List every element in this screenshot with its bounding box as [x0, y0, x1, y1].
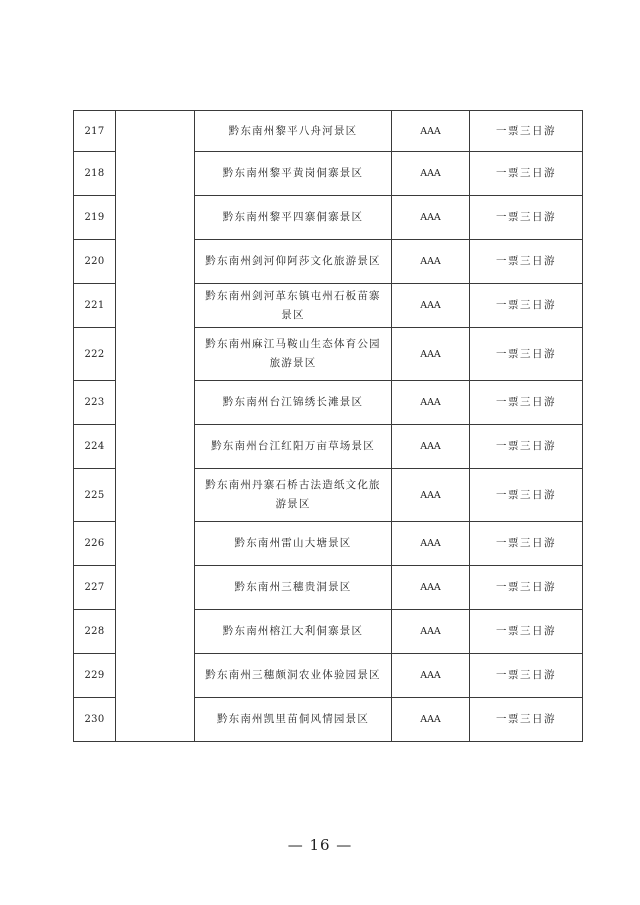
row-number: 223: [74, 381, 116, 425]
rating-level: AAA: [392, 522, 470, 566]
scenic-area-name: 黔东南州丹寨石桥古法造纸文化旅游景区: [195, 469, 392, 522]
ticket-policy: 一票三日游: [470, 698, 583, 742]
rating-level: AAA: [392, 284, 470, 328]
ticket-policy: 一票三日游: [470, 152, 583, 196]
row-number: 222: [74, 328, 116, 381]
rating-level: AAA: [392, 381, 470, 425]
scenic-area-table: [73, 110, 583, 742]
rating-level: AAA: [392, 698, 470, 742]
rating-level: AAA: [392, 111, 470, 152]
scenic-area-name: 黔东南州台江锦绣长滩景区: [195, 381, 392, 425]
ticket-policy: 一票三日游: [470, 610, 583, 654]
ticket-policy: 一票三日游: [470, 566, 583, 610]
row-number: 218: [74, 152, 116, 196]
row-number: 224: [74, 425, 116, 469]
scenic-area-name: 黔东南州黎平八舟河景区: [195, 111, 392, 152]
scenic-area-name: 黔东南州剑河革东镇屯州石板苗寨景区: [195, 284, 392, 328]
merged-region-cell: [116, 111, 195, 742]
ticket-policy: 一票三日游: [470, 328, 583, 381]
row-number: 229: [74, 654, 116, 698]
row-number: 226: [74, 522, 116, 566]
rating-level: AAA: [392, 566, 470, 610]
table-row: [74, 111, 583, 152]
row-number: 225: [74, 469, 116, 522]
row-number: 220: [74, 240, 116, 284]
ticket-policy: 一票三日游: [470, 381, 583, 425]
scenic-area-name: 黔东南州凯里苗侗风情园景区: [195, 698, 392, 742]
rating-level: AAA: [392, 610, 470, 654]
page-number: — 16 —: [287, 836, 353, 854]
table-body: [74, 111, 583, 742]
ticket-policy: 一票三日游: [470, 240, 583, 284]
scenic-area-name: 黔东南州三穗贵洞景区: [195, 566, 392, 610]
scenic-area-name: 黔东南州榕江大利侗寨景区: [195, 610, 392, 654]
rating-level: AAA: [392, 654, 470, 698]
rating-level: AAA: [392, 152, 470, 196]
row-number: 219: [74, 196, 116, 240]
ticket-policy: 一票三日游: [470, 111, 583, 152]
rating-level: AAA: [392, 425, 470, 469]
ticket-policy: 一票三日游: [470, 196, 583, 240]
scenic-area-name: 黔东南州黎平黄岗侗寨景区: [195, 152, 392, 196]
rating-level: AAA: [392, 328, 470, 381]
ticket-policy: 一票三日游: [470, 469, 583, 522]
scenic-area-name: 黔东南州麻江马鞍山生态体育公园旅游景区: [195, 328, 392, 381]
ticket-policy: 一票三日游: [470, 522, 583, 566]
row-number: 221: [74, 284, 116, 328]
ticket-policy: 一票三日游: [470, 425, 583, 469]
ticket-policy: 一票三日游: [470, 654, 583, 698]
scenic-area-name: 黔东南州黎平四寨侗寨景区: [195, 196, 392, 240]
rating-level: AAA: [392, 469, 470, 522]
rating-level: AAA: [392, 196, 470, 240]
row-number: 228: [74, 610, 116, 654]
ticket-policy: 一票三日游: [470, 284, 583, 328]
scenic-area-name: 黔东南州台江红阳万亩草场景区: [195, 425, 392, 469]
scenic-area-name: 黔东南州三穗颇洞农业体验园景区: [195, 654, 392, 698]
row-number: 217: [74, 111, 116, 152]
row-number: 230: [74, 698, 116, 742]
rating-level: AAA: [392, 240, 470, 284]
row-number: 227: [74, 566, 116, 610]
scenic-area-name: 黔东南州剑河仰阿莎文化旅游景区: [195, 240, 392, 284]
scenic-area-name: 黔东南州雷山大塘景区: [195, 522, 392, 566]
